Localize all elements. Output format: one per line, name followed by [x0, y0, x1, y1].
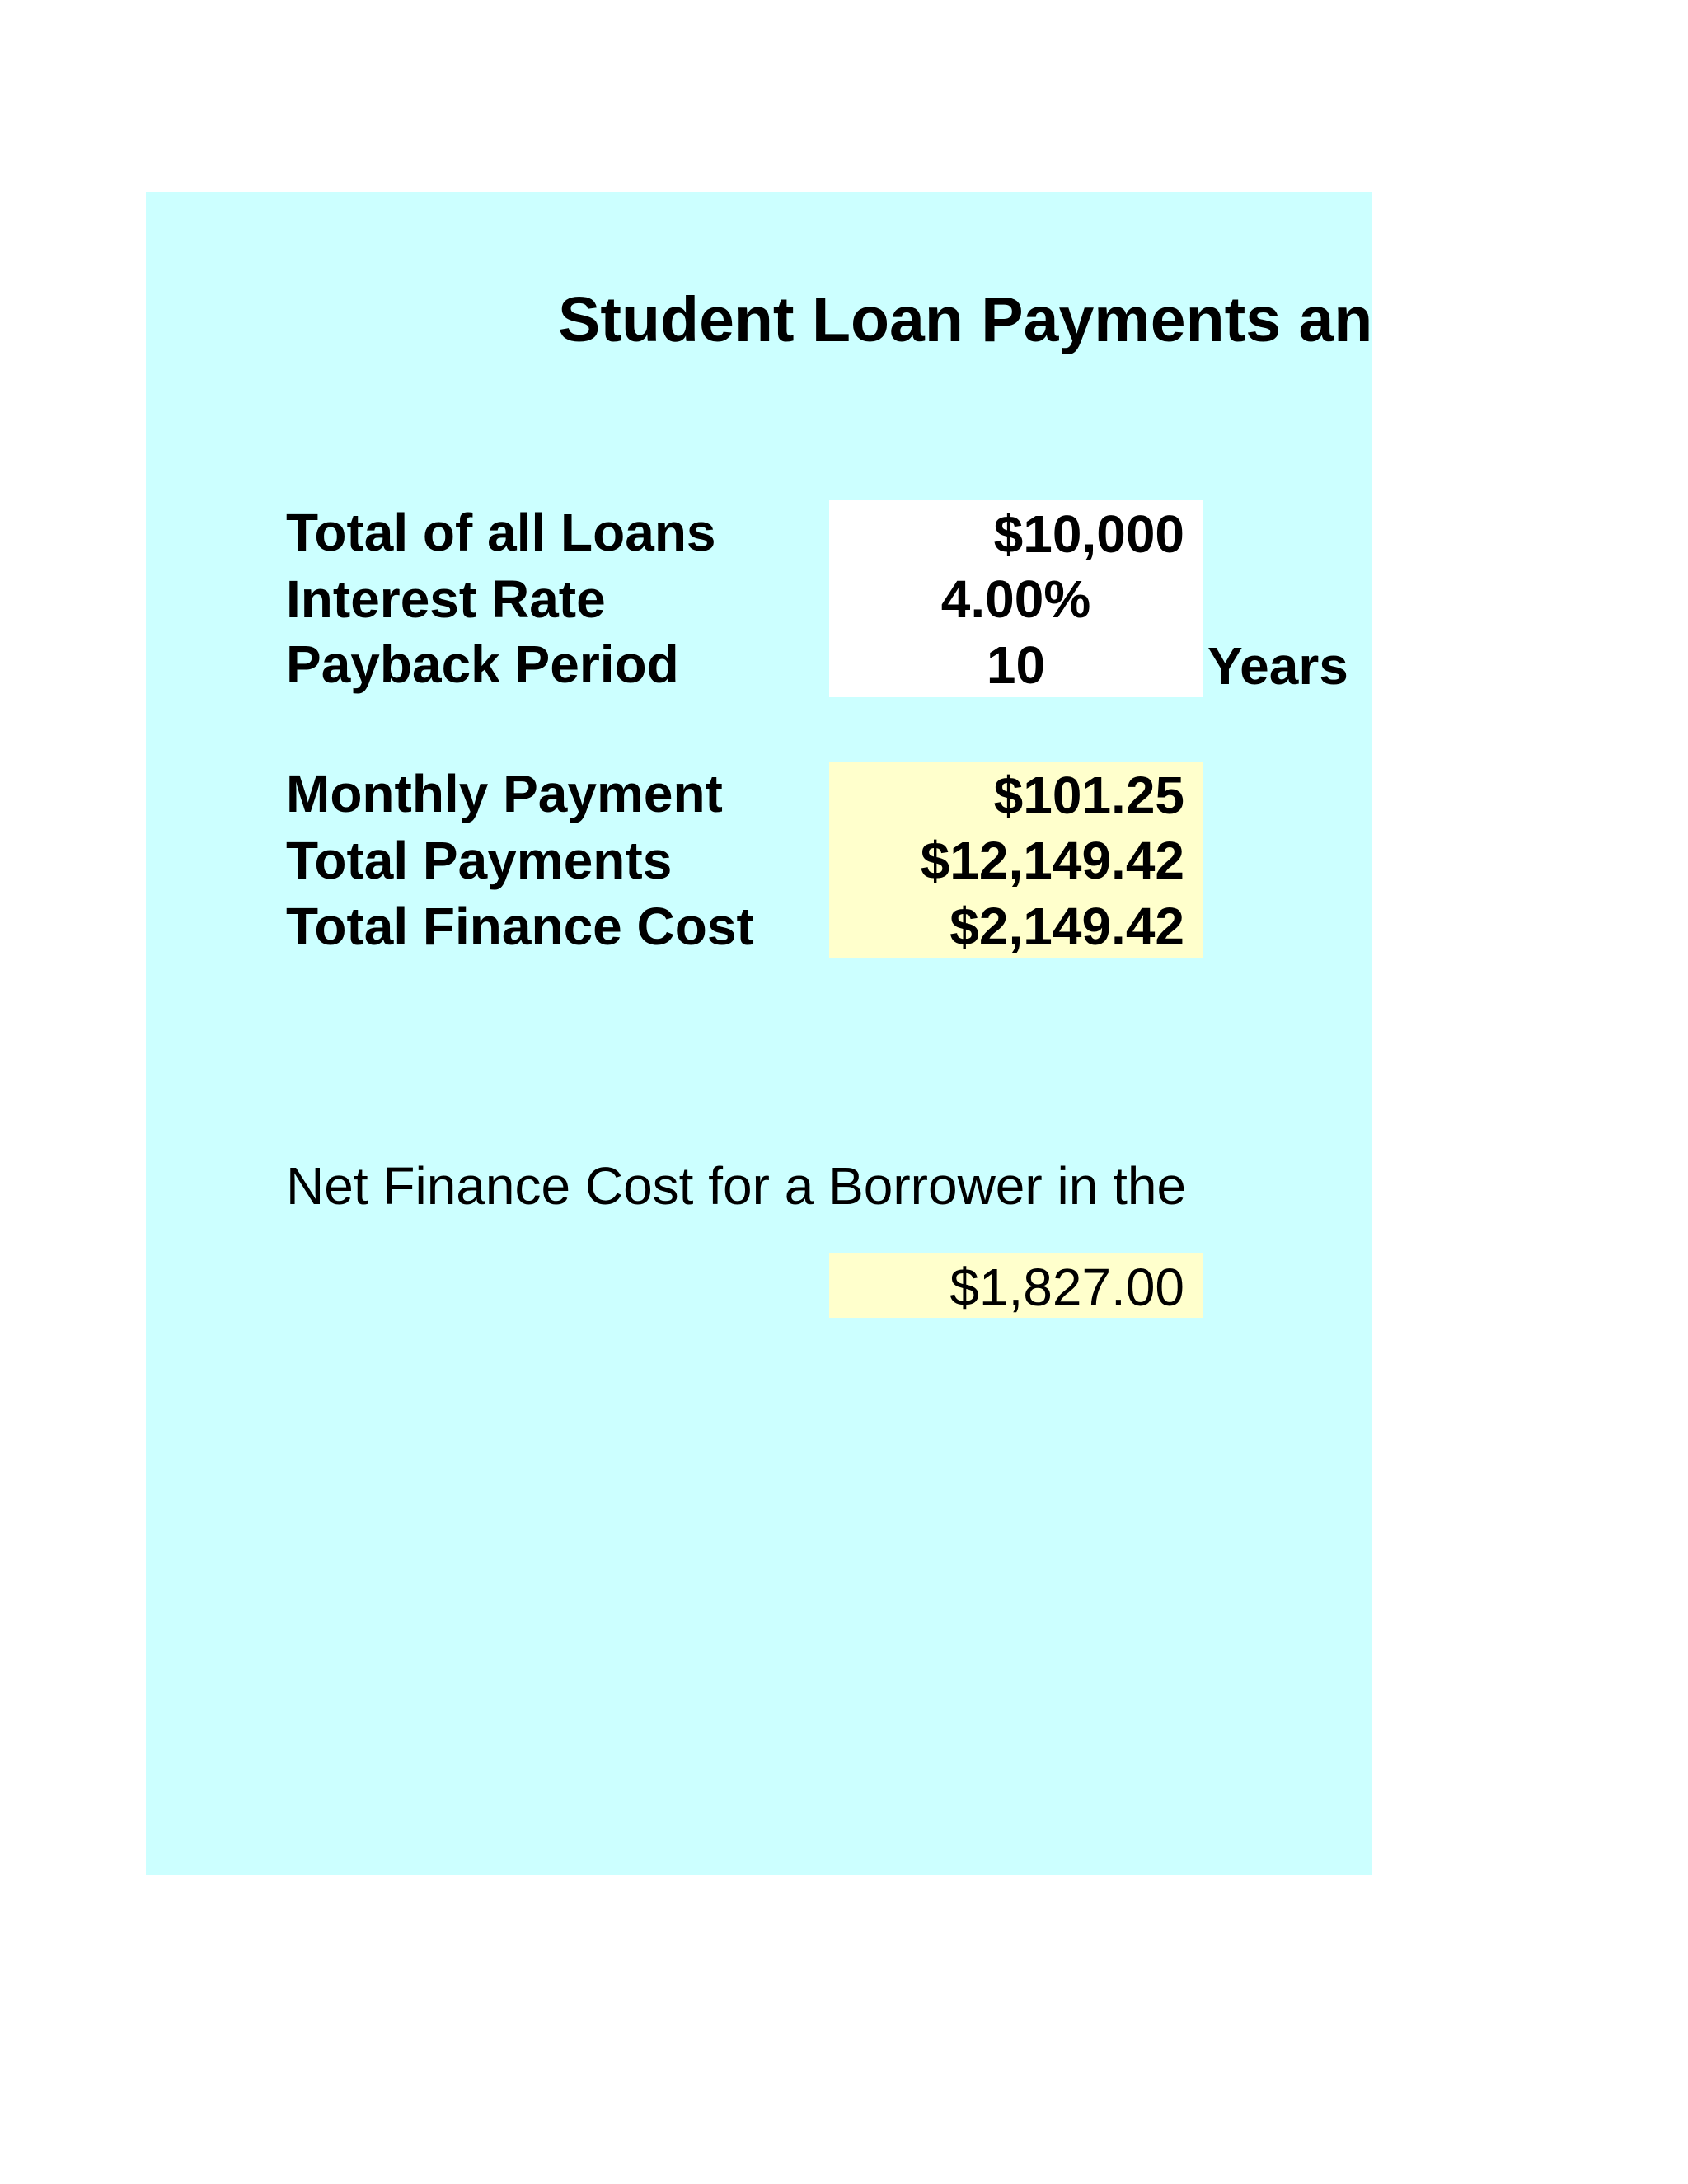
total-payments-label: Total Payments	[286, 831, 673, 890]
total-payments-value: $12,149.42	[920, 831, 1184, 890]
monthly-payment-value: $101.25	[993, 766, 1184, 825]
worksheet-area	[146, 192, 1372, 1875]
net-finance-cost-label: Net Finance Cost for a Borrower in the	[286, 1156, 1187, 1216]
total-loans-value[interactable]: $10,000	[993, 504, 1184, 564]
net-finance-cost-cell	[829, 1253, 1203, 1318]
result-cells	[829, 762, 1203, 958]
total-loans-label: Total of all Loans	[286, 503, 716, 562]
total-finance-cost-value: $2,149.42	[950, 897, 1184, 956]
sheet-title: Student Loan Payments an	[558, 284, 1372, 355]
payback-period-label: Payback Period	[286, 635, 679, 694]
net-finance-cost-value: $1,827.00	[950, 1258, 1184, 1317]
interest-rate-label: Interest Rate	[286, 569, 606, 629]
monthly-payment-label: Monthly Payment	[286, 764, 723, 823]
interest-rate-value[interactable]: 4.00%	[940, 569, 1091, 629]
total-finance-cost-label: Total Finance Cost	[286, 897, 754, 956]
payback-period-unit: Years	[1207, 636, 1348, 696]
payback-period-value[interactable]: 10	[986, 635, 1046, 695]
input-cells	[829, 500, 1203, 697]
